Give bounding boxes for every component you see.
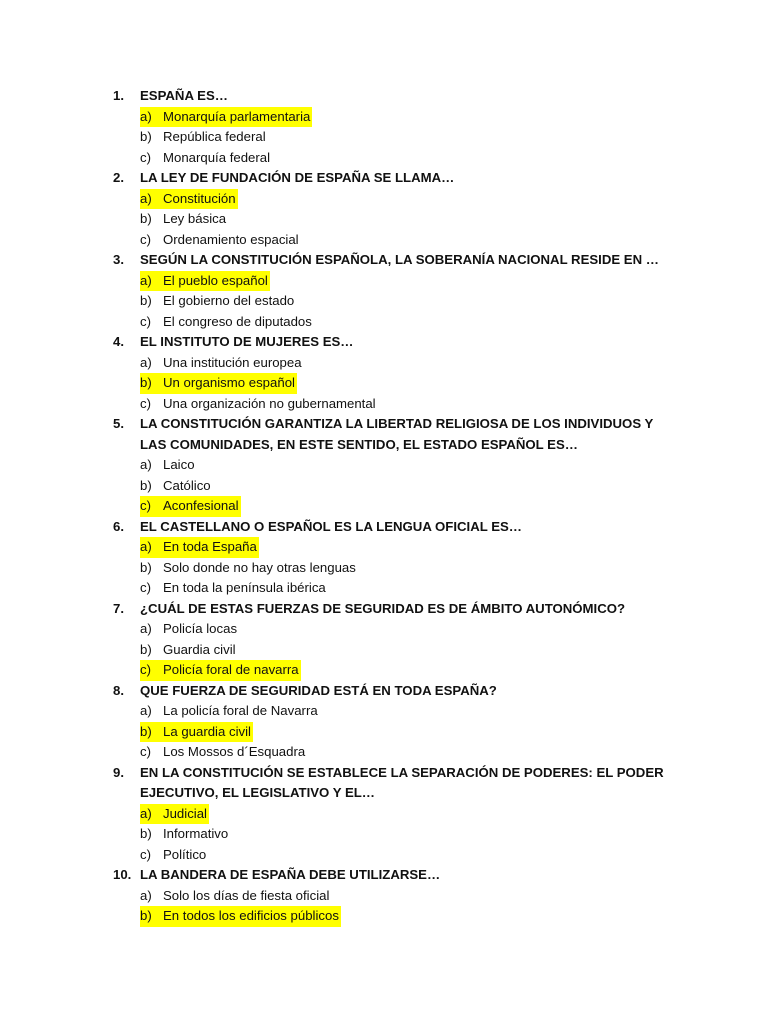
option-text: En todos los edificios públicos [163,908,339,923]
question-number: 1. [113,88,124,103]
question [113,168,673,189]
option-letter: a) [140,108,152,124]
option-letter: b) [140,211,152,226]
option-letter: a) [140,539,152,554]
option-wrap [140,886,331,907]
option-letter: a) [140,354,152,370]
option-wrap [140,578,328,599]
option-text: Policía locas [163,621,238,636]
option-text: Monarquía federal [163,149,271,165]
option-wrap [140,476,213,497]
option-letter: a) [140,621,152,636]
answer-option [140,230,301,251]
option-text: La guardia civil [163,723,251,739]
option-letter: b) [140,293,152,308]
answer-option-correct [140,804,209,825]
option-text: En toda la península ibérica [163,580,326,595]
question-text: SEGÚN LA CONSTITUCIÓN ESPAÑOLA, LA SOBERANÍA NACIONAL RESIDE EN … [140,252,659,267]
answer-option [140,742,307,763]
highlight [140,660,301,681]
option-wrap [140,558,358,579]
answer-option-correct [140,906,341,927]
option-wrap [140,394,378,415]
answer-option [140,209,228,230]
option-letter: a) [140,887,152,903]
option-text: Guardia civil [163,641,236,657]
option-letter: b) [140,559,152,575]
option-letter: c) [140,149,151,165]
option-letter: c) [140,313,151,329]
question-text: ¿CUÁL DE ESTAS FUERZAS DE SEGURIDAD ES DE ÁMBITO AUTONÓMICO? [140,600,626,616]
question-text: ESPAÑA ES… [140,88,228,103]
answer-option-correct [140,496,241,517]
highlight [140,107,312,128]
option-wrap [140,619,239,640]
question-number: 2. [113,170,124,185]
option-text: El pueblo español [163,272,268,288]
answer-option [140,824,230,845]
option-letter: c) [140,231,151,247]
question [113,599,673,620]
highlight [140,189,238,210]
answer-option [140,312,314,333]
question-text: QUE FUERZA DE SEGURIDAD ESTÁ EN TODA ESPAÑA? [140,682,497,698]
question-number: 10. [113,867,132,882]
question-text: LA LEY DE FUNDACIÓN DE ESPAÑA SE LLAMA… [140,170,455,185]
question-number: 8. [113,682,124,698]
option-text: Informativo [163,826,229,841]
answer-option [140,578,328,599]
option-letter: a) [140,190,152,206]
question [113,865,673,886]
highlight [140,804,209,825]
option-wrap [140,127,268,148]
answer-option [140,127,268,148]
option-wrap [140,148,272,169]
question [113,332,673,353]
answer-option [140,148,272,169]
option-letter: c) [140,662,151,677]
option-wrap [140,640,238,661]
option-letter: c) [140,744,151,759]
option-wrap [140,353,304,374]
option-letter: b) [140,826,152,841]
option-text: Político [163,846,207,862]
highlight [140,271,270,292]
option-text: Los Mossos d´Esquadra [163,744,306,759]
answer-option [140,886,331,907]
question [113,763,673,804]
question-number: 3. [113,252,124,267]
option-wrap [140,230,301,251]
answer-option-correct [140,373,297,394]
option-letter: b) [140,723,152,739]
option-letter: b) [140,375,152,390]
option-text: El gobierno del estado [163,293,295,308]
question-number: 4. [113,334,124,349]
question [113,517,673,538]
highlight [140,496,241,517]
highlight [140,537,259,558]
option-wrap [140,742,307,763]
option-text: Una institución europea [163,354,302,370]
option-wrap [140,291,296,312]
question-number: 6. [113,518,124,534]
option-letter: b) [140,129,152,144]
option-letter: a) [140,457,152,472]
answer-option-correct [140,271,270,292]
option-letter: a) [140,272,152,288]
option-text: Laico [163,457,195,472]
question-text: LA BANDERA DE ESPAÑA DEBE UTILIZARSE… [140,867,441,882]
option-wrap [140,845,208,866]
option-text: Un organismo español [163,375,295,390]
answer-option-correct [140,537,259,558]
option-letter: a) [140,805,152,821]
option-wrap [140,312,314,333]
question-text: LA CONSTITUCIÓN GARANTIZA LA LIBERTAD RELIGIOSA DE LOS INDIVIDUOS Y LAS COMUNIDADES, EN ESTE SENTIDO, EL ESTADO ESPAÑOL ES… [140,416,654,452]
highlight [140,722,253,743]
option-text: Constitución [163,190,236,206]
highlight [140,906,341,927]
answer-option-correct [140,722,253,743]
option-text: La policía foral de Navarra [163,703,318,718]
question-number: 7. [113,600,124,616]
answer-option [140,701,320,722]
option-wrap [140,824,230,845]
question-text: EL CASTELLANO O ESPAÑOL ES LA LENGUA OFICIAL ES… [140,518,522,534]
option-letter: c) [140,580,151,595]
option-text: Judicial [163,805,207,821]
option-text: Solo donde no hay otras lenguas [163,559,356,575]
answer-option [140,394,378,415]
answer-option [140,845,208,866]
option-text: Católico [163,477,211,493]
question-number: 5. [113,416,124,431]
answer-option [140,476,213,497]
option-text: Ley básica [163,211,227,226]
answer-option [140,455,197,476]
option-wrap [140,455,197,476]
question-text: EL INSTITUTO DE MUJERES ES… [140,334,354,349]
option-letter: c) [140,395,151,411]
answer-option-correct [140,107,312,128]
answer-option-correct [140,660,301,681]
option-text: Aconfesional [163,498,239,513]
option-text: El congreso de diputados [163,313,312,329]
answer-option [140,291,296,312]
option-text: Policía foral de navarra [163,662,299,677]
question-text: EN LA CONSTITUCIÓN SE ESTABLECE LA SEPARACIÓN DE PODERES: EL PODER EJECUTIVO, EL LEGISLATIVO Y EL… [140,764,664,800]
question [113,681,673,702]
option-wrap [140,701,320,722]
question-number: 9. [113,764,124,780]
highlight [140,373,297,394]
option-letter: b) [140,908,152,923]
answer-option-correct [140,189,238,210]
question [113,250,673,271]
option-letter: b) [140,477,152,493]
option-letter: c) [140,846,151,862]
option-text: Monarquía parlamentaria [163,108,311,124]
question [113,414,673,455]
option-text: Ordenamiento espacial [163,231,299,247]
option-text: Una organización no gubernamental [163,395,376,411]
option-letter: b) [140,641,152,657]
option-wrap [140,209,228,230]
option-letter: a) [140,703,152,718]
option-text: Solo los días de fiesta oficial [163,887,330,903]
answer-option [140,353,304,374]
option-text: En toda España [163,539,257,554]
answer-option [140,640,238,661]
option-letter: c) [140,498,151,513]
answer-option [140,558,358,579]
question [113,86,673,107]
answer-option [140,619,239,640]
option-text: República federal [163,129,266,144]
